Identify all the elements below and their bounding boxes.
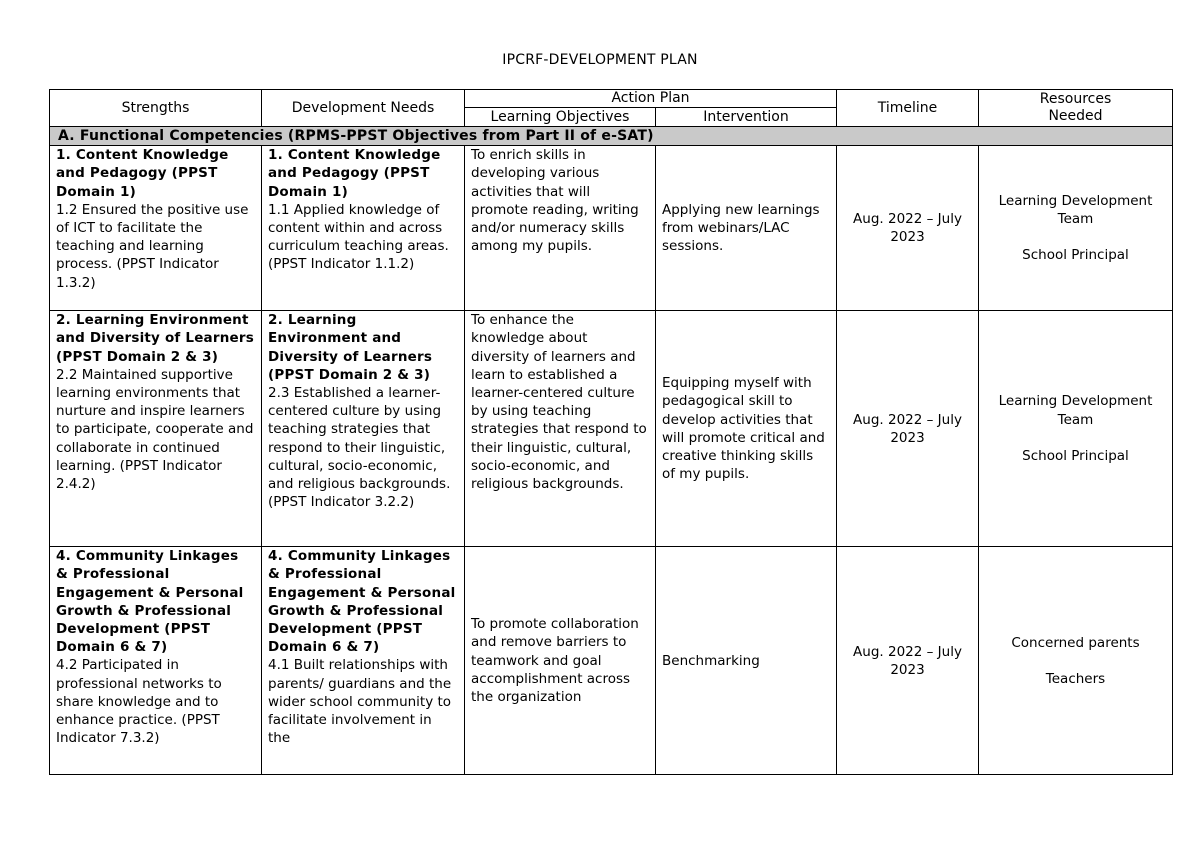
header-row-1 <box>50 90 1173 108</box>
learning-objective-cell: To promote collaboration and remove barriers to teamwork and goal accomplishment across the organization <box>465 547 656 775</box>
resources-cell <box>979 146 1173 311</box>
header-resources-needed <box>979 90 1173 127</box>
header-intervention: Intervention <box>656 108 837 127</box>
strength-heading: 2. Learning Environment and Diversity of Learners (PPST Domain 2 & 3) <box>56 312 254 365</box>
timeline-cell: Aug. 2022 – July 2023 <box>837 547 979 775</box>
header-action-plan: Action Plan <box>465 90 837 108</box>
intervention-cell: Benchmarking <box>656 547 837 775</box>
strength-cell <box>50 146 262 311</box>
need-text: 2.3 Established a learner-centered culture by using teaching strategies that respond to their linguistic, cultural, socio-economic, and religious backgrounds. (PPST Indicator 3.2.2) <box>268 385 451 511</box>
section-row <box>50 127 1173 146</box>
resource-item: Learning Development Team <box>998 393 1153 428</box>
timeline-cell: Aug. 2022 – July 2023 <box>837 146 979 311</box>
strength-cell <box>50 547 262 775</box>
strength-text: 4.2 Participated in professional networks to share knowledge and to enhance practice. (PPST Indicator 7.3.2) <box>56 657 222 747</box>
header-resources-line1: Resources <box>1039 91 1112 107</box>
document-title: IPCRF-DEVELOPMENT PLAN <box>502 52 698 68</box>
intervention-cell: Equipping myself with pedagogical skill to develop activities that will promote critical and creative thinking skills of my pupils. <box>656 311 837 547</box>
table-row <box>50 311 1173 547</box>
need-heading: 4. Community Linkages & Professional Engagement & Personal Growth & Professional Development (PPST Domain 6 & 7) <box>268 548 456 656</box>
need-heading: 1. Content Knowledge and Pedagogy (PPST Domain 1) <box>268 147 441 200</box>
resource-item: Teachers <box>1045 670 1106 687</box>
resources-cell <box>979 311 1173 547</box>
need-cell <box>262 146 465 311</box>
need-cell <box>262 547 465 775</box>
resource-item: School Principal <box>1022 447 1129 464</box>
table-row <box>50 146 1173 311</box>
header-timeline: Timeline <box>837 90 979 127</box>
strength-heading: 4. Community Linkages & Professional Engagement & Personal Growth & Professional Development (PPST Domain 6 & 7) <box>56 548 244 656</box>
header-strengths: Strengths <box>50 90 262 127</box>
development-plan-table <box>49 89 1173 775</box>
strength-text: 1.2 Ensured the positive use of ICT to facilitate the teaching and learning process. (PPST Indicator 1.3.2) <box>56 201 249 291</box>
header-development-needs: Development Needs <box>262 90 465 127</box>
table-row <box>50 547 1173 775</box>
need-cell <box>262 311 465 547</box>
resource-item: Learning Development Team <box>998 192 1153 228</box>
strength-cell <box>50 311 262 547</box>
resource-item: Concerned parents <box>1011 634 1140 651</box>
learning-objective-cell: To enrich skills in developing various activities that will promote reading, writing and/or numeracy skills among my pupils. <box>465 146 656 311</box>
strength-heading: 1. Content Knowledge and Pedagogy (PPST Domain 1) <box>56 147 229 200</box>
header-learning-objectives: Learning Objectives <box>465 108 656 127</box>
timeline-cell: Aug. 2022 – July 2023 <box>837 311 979 547</box>
need-text: 1.1 Applied knowledge of content within and across curriculum teaching areas. (PPST Indicator 1.1.2) <box>268 201 449 273</box>
section-title: A. Functional Competencies (RPMS-PPST Objectives from Part II of e-SAT) <box>50 127 1173 146</box>
need-text: 4.1 Built relationships with parents/ guardians and the wider school community to facilitate involvement in the <box>268 657 452 747</box>
need-heading: 2. Learning Environment and Diversity of Learners (PPST Domain 2 & 3) <box>268 312 433 383</box>
intervention-cell: Applying new learnings from webinars/LAC sessions. <box>656 146 837 311</box>
strength-text: 2.2 Maintained supportive learning environments that nurture and inspire learners to participate, cooperate and collaborate in continued learning. (PPST Indicator 2.4.2) <box>56 366 254 493</box>
learning-objective-cell: To enhance the knowledge about diversity of learners and learn to established a learner-centered culture by using teaching strategies that respond to their linguistic, cultural, socio-economic, and religious backgrounds. <box>465 311 656 547</box>
resources-cell <box>979 547 1173 775</box>
header-resources-line2: Needed <box>1048 108 1103 124</box>
resource-item: School Principal <box>1022 247 1129 264</box>
